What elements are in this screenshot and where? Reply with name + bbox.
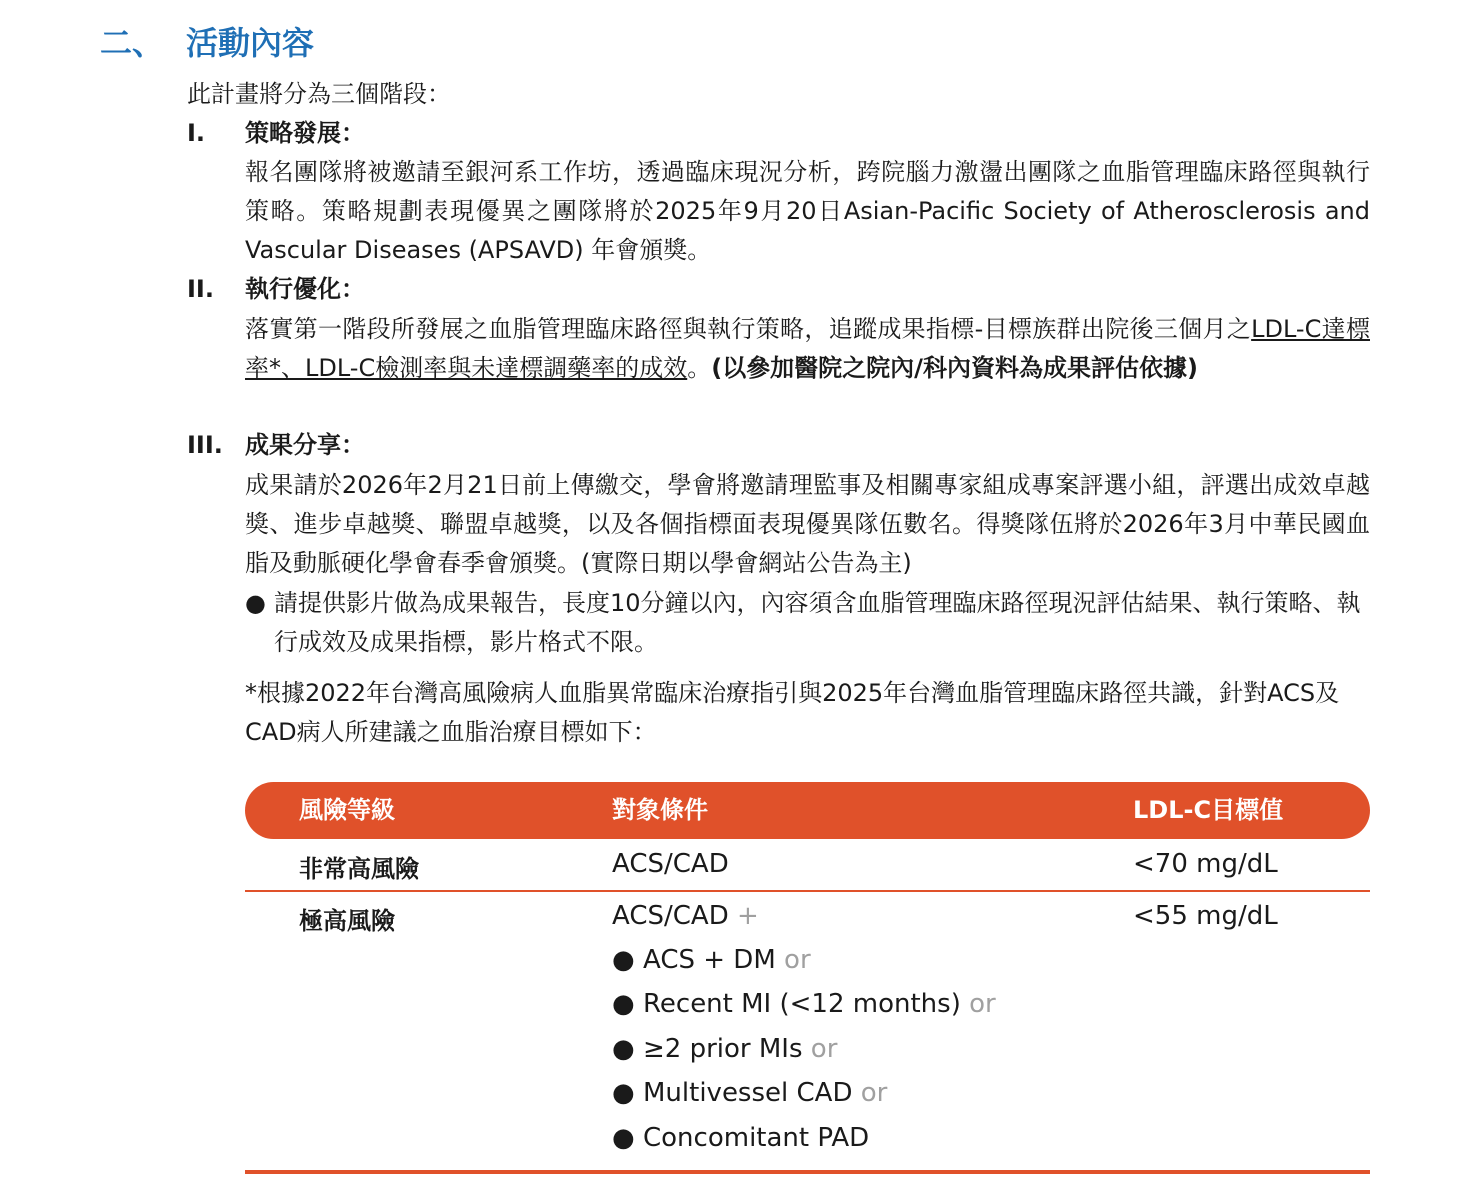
condition (612, 901, 759, 931)
section-heading (100, 18, 314, 64)
section-number: 二、 (100, 24, 165, 62)
ldl-target-note: *根據2022年台灣高風險病人血脂異常臨床治療指引與2025年台灣血脂管理臨床路徑共識，針對ACS及CAD病人所建議之血脂治療目標如下： (245, 679, 1340, 746)
criteria-text: ≥2 prior MIs (643, 1034, 803, 1064)
phase-2-numeral: II. (187, 275, 214, 303)
or-connector: or (860, 1078, 888, 1108)
ldl-target: <55 mg/dL (1133, 901, 1278, 931)
or-connector: or (784, 945, 811, 975)
phase-1-label: 策略發展： (245, 119, 365, 147)
bullet-icon: ● (612, 1034, 635, 1064)
bullet-icon: ● (612, 989, 635, 1019)
risk-level: 極高風險 (299, 907, 395, 935)
bullet-icon: ● (612, 1078, 635, 1108)
phase-2-indicators: LDL-C達標率*、LDL-C檢測率與未達標調藥率的成效 (245, 315, 1370, 382)
phase-2-body-text: 落實第一階段所發展之血脂管理臨床路徑與執行策略，追蹤成果指標-目標族群出院後三個月之 (245, 315, 1252, 343)
phase-1-numeral: I. (187, 119, 206, 147)
intro-text: 此計畫將分為三個階段： (187, 80, 451, 108)
plus-sign: + (736, 901, 759, 931)
bullet-icon: ● (612, 1123, 635, 1153)
phase-3-numeral: III. (187, 431, 223, 459)
phase-2-data-basis: (以參加醫院之院內/科內資料為成果評估依據) (711, 354, 1198, 382)
section-title: 活動內容 (186, 24, 315, 62)
table-bottom-rule (245, 1170, 1370, 1174)
header-condition: 對象條件 (612, 796, 708, 824)
phase-3-bullet (245, 584, 1370, 662)
header-ldl-target: LDL-C目標值 (1133, 796, 1284, 824)
condition-text: ACS/CAD (612, 901, 729, 931)
bullet-icon: ● (612, 945, 635, 975)
phase-3-label: 成果分享： (245, 431, 365, 459)
row-divider (245, 890, 1370, 892)
phase-2-body (245, 310, 1370, 388)
criteria-text: Concomitant PAD (643, 1123, 870, 1153)
phase-3-bullet-text: 請提供影片做為成果報告，長度10分鐘以內，內容須含血脂管理臨床路徑現況評估結果、執行策略、執行成效及成果指標，影片格式不限。 (274, 589, 1361, 656)
ldl-target: <70 mg/dL (1133, 849, 1278, 879)
risk-level: 非常高風險 (299, 855, 419, 883)
target-table-header (245, 782, 1370, 839)
phase-3-body: 成果請於2026年2月21日前上傳繳交，學會將邀請理監事及相關專家組成專案評選小組，評選出成效卓越獎、進步卓越獎、聯盟卓越獎，以及各個指標面表現優異隊伍數名。得獎隊伍將於2026年3月中華民國血脂及動脈硬化學會春季會頒獎。(實際日期以學會網站公告為主) (245, 471, 1370, 577)
header-risk-level: 風險等級 (299, 796, 395, 824)
criteria-text: Recent MI (<12 months) (643, 989, 961, 1019)
criteria-text: Multivessel CAD (643, 1078, 853, 1108)
or-connector: or (810, 1034, 838, 1064)
phase-1-body: 報名團隊將被邀請至銀河系工作坊，透過臨床現況分析，跨院腦力激盪出團隊之血脂管理臨床路徑與執行策略。策略規劃表現優異之團隊將於2025年9月20日Asian-Pacific Society of Atherosclerosis and Vascular Diseases (APSAVD) 年會頒獎。 (245, 158, 1370, 264)
phase-2-period: 。 (687, 354, 712, 382)
bullet-icon: ● (245, 589, 266, 617)
condition: ACS/CAD (612, 849, 729, 879)
or-connector: or (969, 989, 996, 1019)
phase-2-label: 執行優化： (245, 275, 365, 303)
criteria-text: ACS + DM (643, 945, 776, 975)
